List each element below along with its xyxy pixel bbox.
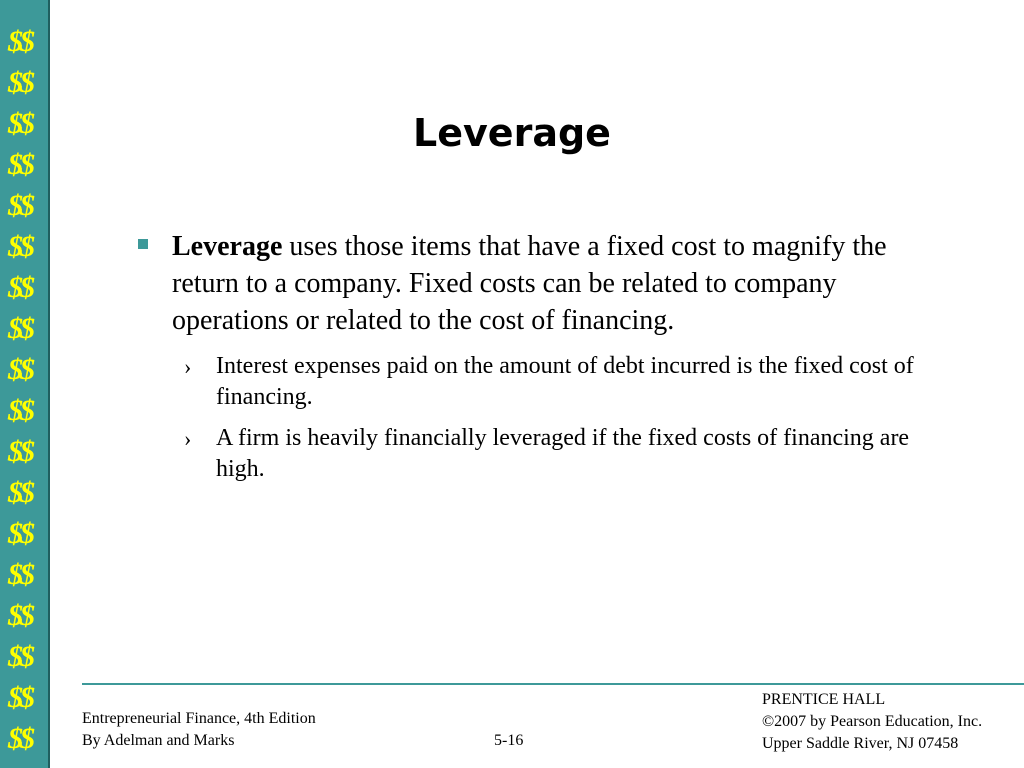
dollar-sign-mark: $$ (8, 476, 32, 509)
footer-book-info (82, 708, 316, 752)
footer-address: Upper Saddle River, NJ 07458 (762, 735, 959, 752)
dollar-sign-mark: $$ (8, 353, 32, 386)
dollar-sign-mark: $$ (8, 517, 32, 550)
bullet-leverage (134, 228, 934, 339)
dollar-sign-mark: $$ (8, 558, 32, 591)
dollar-sign-mark: $$ (8, 66, 32, 99)
dollar-sign-mark: $$ (8, 394, 32, 427)
bullet-text: uses those items that have a fixed cost to magnify the return to a company. Fixed costs can be related to company operations or related to the cost of financing. (172, 231, 887, 336)
dollar-sign-mark: $$ (8, 107, 32, 140)
footer-publisher-info (762, 689, 982, 755)
footer-authors: By Adelman and Marks (82, 732, 235, 749)
dollar-sign-mark: $$ (8, 25, 32, 58)
dollar-sign-mark: $$ (8, 148, 32, 181)
dollar-sign-mark: $$ (8, 189, 32, 222)
dollar-sign-mark: $$ (8, 230, 32, 263)
chevron-bullet-icon: › (184, 426, 192, 451)
dollar-sign-mark: $$ (8, 271, 32, 304)
footer-page-number: 5-16 (494, 732, 524, 749)
sub-bullet-interest (134, 351, 934, 413)
slide-title: Leverage (413, 111, 611, 155)
dollar-sign-mark: $$ (8, 435, 32, 468)
chevron-bullet-icon: › (184, 354, 192, 379)
footer-copyright: ©2007 by Pearson Education, Inc. (762, 713, 983, 730)
decorative-sidebar (0, 0, 50, 768)
sub-bullet-text: Interest expenses paid on the amount of debt incurred is the fixed cost of financing. (216, 353, 914, 410)
sub-bullet-text: A firm is heavily financially leveraged if the fixed costs of financing are high. (216, 425, 910, 482)
footer-book-title: Entrepreneurial Finance, 4th Edition (82, 710, 316, 727)
dollar-sign-mark: $$ (8, 681, 32, 714)
footer-publisher: PRENTICE HALL (762, 691, 886, 708)
dollar-sign-mark: $$ (8, 640, 32, 673)
dollar-sign-mark: $$ (8, 722, 32, 755)
sub-bullet-heavily-leveraged (134, 423, 934, 485)
square-bullet-icon (138, 239, 148, 249)
dollar-sign-mark: $$ (8, 312, 32, 345)
slide-content (134, 228, 934, 485)
bullet-term: Leverage (172, 231, 283, 262)
footer-divider (82, 683, 1024, 685)
dollar-sign-mark: $$ (8, 599, 32, 632)
